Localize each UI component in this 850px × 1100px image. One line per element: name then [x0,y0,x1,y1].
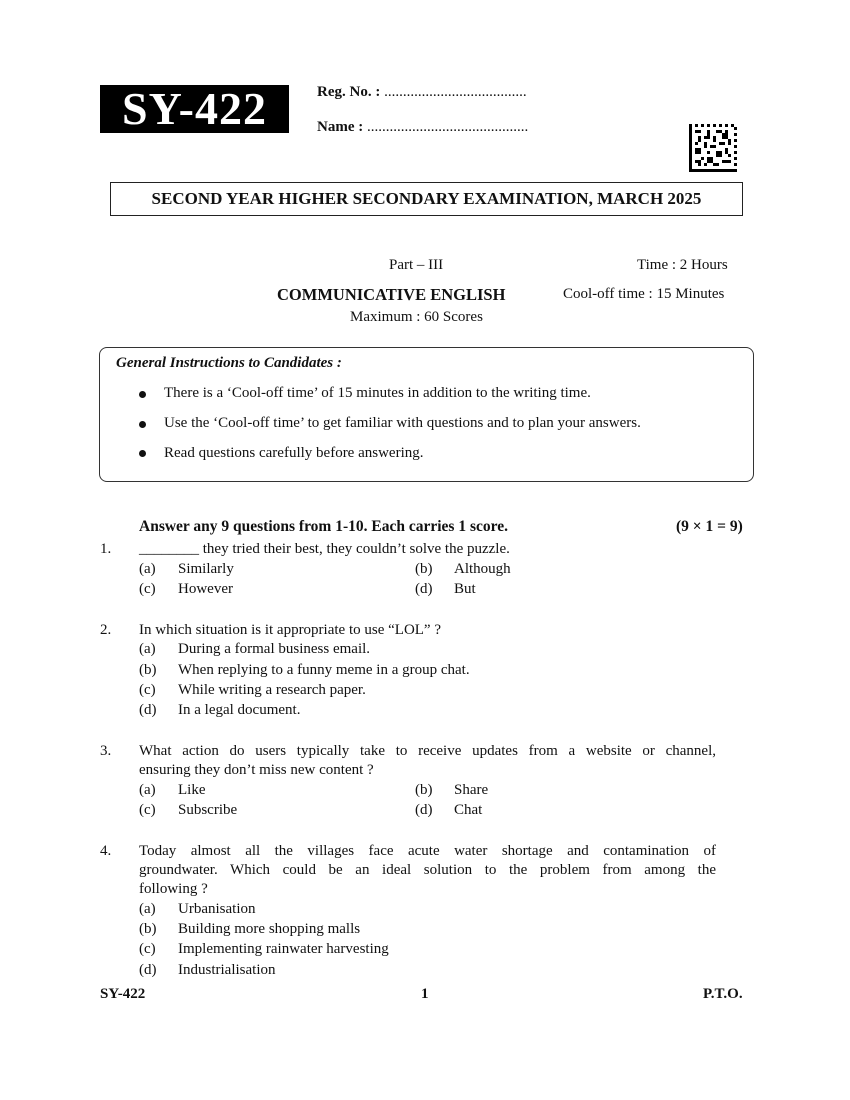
section-score: (9 × 1 = 9) [676,518,743,535]
option-label: (c) [139,802,156,818]
option-text: Industrialisation [178,962,276,978]
option-label: (c) [139,682,156,698]
option-label: (d) [415,581,433,597]
option-text: Implementing rainwater harvesting [178,941,389,957]
option-label: (a) [139,901,156,917]
footer-page-number: 1 [421,986,429,1002]
option-label: (b) [139,662,157,678]
footer-paper-code: SY-422 [100,986,146,1002]
footer-pto: P.T.O. [703,986,743,1002]
option-label: (b) [139,921,157,937]
name-label: Name : [317,119,364,135]
paper-code-badge: SY-422 [100,85,289,133]
qr-code-icon [689,124,737,172]
question-text: In which situation is it appropriate to use “LOL” ? [139,622,441,638]
option-text: Urbanisation [178,901,256,917]
name-dots: ........................................... [363,119,529,135]
option-text: During a formal business email. [178,641,371,657]
reg-no-field [317,84,527,101]
option-text: While writing a research paper. [178,682,366,698]
option-text: Although [454,561,511,577]
option-text: Share [454,782,489,798]
question-number: 4. [100,843,112,859]
option-text: When replying to a funny meme in a group chat. [178,662,470,678]
instructions-title: General Instructions to Candidates : [116,355,342,371]
reg-no-dots: ...................................... [380,84,527,100]
name-field [317,119,528,136]
instruction-item: Use the ‘Cool-off time’ to get familiar with questions and to plan your answers. [164,415,641,431]
question-number: 1. [100,541,112,557]
option-text: In a legal document. [178,702,301,718]
option-text: Building more shopping malls [178,921,361,937]
option-text: Similarly [178,561,234,577]
question-number: 2. [100,622,112,638]
bullet-icon [139,450,146,457]
time-label: Time : 2 Hours [637,257,728,273]
cooloff-label: Cool-off time : 15 Minutes [563,286,725,302]
question-text-line: Today almost all the villages face acute water shortage and contamination of [139,843,716,859]
option-label: (b) [415,561,433,577]
reg-no-label: Reg. No. : [317,84,381,100]
option-text: Chat [454,802,483,818]
option-label: (d) [139,702,157,718]
option-text: However [178,581,233,597]
part-label: Part – III [389,257,444,273]
question-text-line: What action do users typically take to receive updates from a website or channel, [139,743,716,759]
question-text-line: groundwater. Which could be an ideal solution to the problem from among the [139,862,716,878]
option-text: Like [178,782,206,798]
question-number: 3. [100,743,112,759]
section-instruction: Answer any 9 questions from 1-10. Each carries 1 score. [139,518,508,535]
option-text: Subscribe [178,802,238,818]
option-label: (b) [415,782,433,798]
subject-title: COMMUNICATIVE ENGLISH [277,285,506,304]
option-text: But [454,581,476,597]
option-label: (d) [139,962,157,978]
option-label: (a) [139,641,156,657]
option-label: (a) [139,561,156,577]
option-label: (c) [139,581,156,597]
instruction-item: There is a ‘Cool-off time’ of 15 minutes in addition to the writing time. [164,385,591,401]
question-text-line: following ? [139,881,208,897]
max-score-label: Maximum : 60 Scores [350,309,483,325]
question-text: ________ they tried their best, they couldn’t solve the puzzle. [139,541,510,557]
bullet-icon [139,391,146,398]
option-label: (a) [139,782,156,798]
bullet-icon [139,421,146,428]
exam-title: SECOND YEAR HIGHER SECONDARY EXAMINATION, MARCH 2025 [110,182,743,216]
instruction-item: Read questions carefully before answering. [164,445,424,461]
option-label: (d) [415,802,433,818]
option-label: (c) [139,941,156,957]
question-text-line: ensuring they don’t miss new content ? [139,762,374,778]
